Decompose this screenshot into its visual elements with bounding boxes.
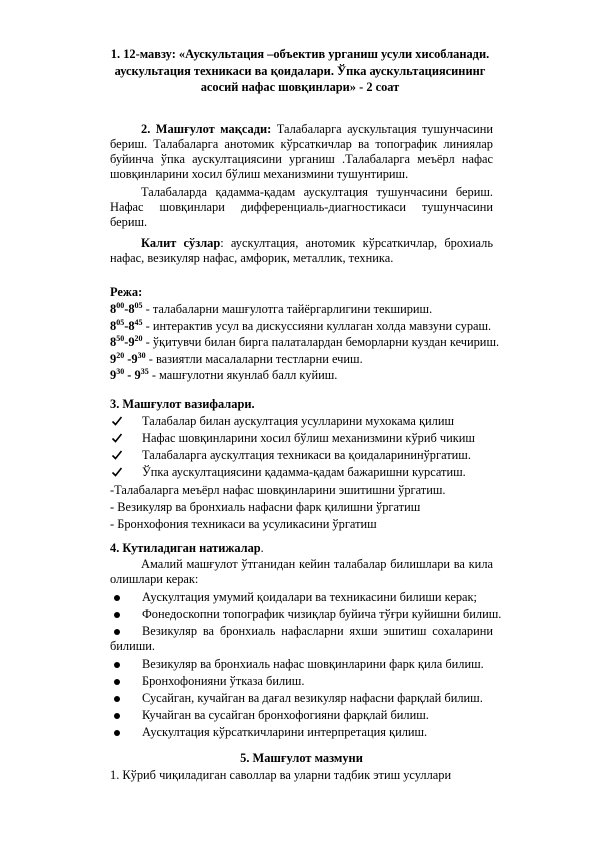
bullet-icon xyxy=(114,595,120,601)
plan-item xyxy=(110,368,337,383)
plan-time-start-hour: 9 xyxy=(110,351,117,366)
task-item: Ўпка аускултациясини қадамма-қадам бажаришни курсатиш. xyxy=(142,465,466,479)
plan-time-end-minutes: 35 xyxy=(140,367,149,376)
content-heading: 5. Машғулот мазмуни xyxy=(240,751,363,765)
checkmark-icon xyxy=(111,415,123,427)
plan-item xyxy=(110,335,499,350)
result-item: Везикуляр ва бронхиаль нафасларни яхши эшитиш сохаларини билиши. xyxy=(110,624,493,653)
result-item: Аускултация умумий қоидалари ва техникасини билиши керак; xyxy=(142,590,477,604)
plan-heading: Режа: xyxy=(110,285,143,299)
plan-item xyxy=(110,319,491,334)
plan-item xyxy=(110,302,432,317)
result-item: Аускултация кўрсаткичларини интерпретация қилиш. xyxy=(142,725,428,739)
goal-paragraph-1 xyxy=(110,122,493,182)
result-item: Бронхофонияни ўтказа билиш. xyxy=(142,674,305,688)
results-heading-text: 4. Кутиладиган натижалар xyxy=(110,541,261,555)
plan-item-text: - талабаларни машғулотга тайёргарлигини текшириш. xyxy=(142,302,433,316)
checkmark-icon xyxy=(111,432,123,444)
plan-time-start-hour: 8 xyxy=(110,335,117,349)
plan-time-end-hour: -9 xyxy=(124,335,135,349)
plan-time-start-hour: 8 xyxy=(110,302,117,316)
plan-time xyxy=(110,319,143,333)
plan-item-text: - ўқитувчи билан бирга палаталардан беморларни куздан кечириш. xyxy=(142,335,500,349)
task-item: Нафас шовқинларини хосил бўлиш механизмини кўриб чикиш xyxy=(142,431,475,445)
page-title: 1. 12-мавзу: «Аускультация –объектив урганиш усули хисобланади. аускультация техникаси ва қоидалари. Ўпка аускультациясининг асосий нафас шовқинлари» - 2 соат xyxy=(110,47,490,94)
goal-paragraph-2: Талабаларда қадамма-қадам аускултация тушунчасини бериш. Нафас шовқинлари дифференциаль-диагностикаси тушунчасини бериш. xyxy=(110,185,493,229)
task-dash-item: - Везикуляр ва бронхиаль нафасни фарк қилишни ўргатиш xyxy=(110,500,421,514)
result-item: Фонедоскопни топографик чизиқлар буйича тўғри куйишни билиш. xyxy=(142,607,502,621)
checkmark-icon xyxy=(111,449,123,461)
plan-time xyxy=(110,302,143,316)
plan-time-end-hour: -9 xyxy=(124,351,138,366)
bullet-icon xyxy=(114,679,120,685)
bullet-icon xyxy=(114,696,120,702)
keywords-label: Калит сўзлар xyxy=(141,236,221,250)
checkmark-icon xyxy=(111,466,123,478)
keywords-paragraph xyxy=(110,236,493,266)
plan-time xyxy=(110,335,143,349)
plan-time-start-minutes: 50 xyxy=(116,334,125,343)
task-dash-item: -Талабаларга меъёрл нафас шовқинларини эшитишни ўргатиш. xyxy=(110,483,446,497)
goal-text-1: Талабаларга аускультация тушунчасини бериш. Талабаларга анотомик кўрсаткичлар ва топографик линиялар буйинча ўпка аускултациясини урганиш .Талабаларга меъёрл нафас шовқинларини хосил бўлиш механизмини тушунтириш. xyxy=(110,122,493,181)
plan-time-start-minutes: 05 xyxy=(116,317,125,327)
bullet-icon xyxy=(114,713,120,719)
result-item: Кучайган ва сусайган бронхофогияни фарқлай билиш. xyxy=(142,708,429,722)
bullet-icon xyxy=(114,612,120,618)
result-item: Сусайган, кучайган ва дағал везикуляр нафасни фарқлай билиш. xyxy=(142,691,483,705)
task-item: Талабаларга аускултация техникаси ва қоидаларининўргатиш. xyxy=(142,448,471,462)
plan-time-end-minutes: 30 xyxy=(137,350,146,360)
tasks-heading: 3. Машғулот вазифалари. xyxy=(110,397,255,411)
result-item: Везикуляр ва бронхиаль нафас шовқинларини фарк қила билиш. xyxy=(142,657,484,671)
plan-time-start-hour: 8 xyxy=(110,318,117,333)
plan-time-end-hour: -8 xyxy=(124,302,135,316)
keywords-text: : аускултация, анотомик кўрсаткичлар, брохиаль нафас, везикуляр нафас, амфорик, металлик, техника. xyxy=(110,236,493,265)
plan-time-end-minutes: 05 xyxy=(134,301,143,310)
plan-time-end-hour: - 9 xyxy=(124,368,141,382)
plan-time-start-minutes: 30 xyxy=(116,367,125,376)
bullet-icon xyxy=(114,730,120,736)
plan-time-end-minutes: 45 xyxy=(134,317,143,327)
plan-time-start-minutes: 20 xyxy=(116,350,125,360)
plan-time-end-minutes: 20 xyxy=(134,334,143,343)
results-intro: Амалий машғулот ўтганидан кейин талабалар билишлари ва кила олишлари керак: xyxy=(110,557,493,586)
results-heading-period: . xyxy=(260,541,264,555)
plan-item-text: - вазиятли масалаларни тестларни ечиш. xyxy=(145,351,363,366)
plan-time-end-hour: -8 xyxy=(124,318,135,333)
goal-label: 2. Машғулот мақсади: xyxy=(141,122,272,136)
plan-time xyxy=(110,368,149,382)
plan-time xyxy=(110,352,146,366)
plan-item-text: - машғулотни якунлаб балл куйиш. xyxy=(148,368,338,382)
results-heading xyxy=(110,541,264,556)
task-dash-item: - Бронхофония техникаси ва усуликасини ўргатиш xyxy=(110,517,377,531)
task-item: Талабалар билан аускултация усулларини мухокама қилиш xyxy=(142,414,455,428)
plan-item-text: - интерактив усул ва дискуссияни куллаган холда мавзуни сураш. xyxy=(142,318,492,333)
plan-time-start-hour: 9 xyxy=(110,368,117,382)
content-item-1: 1. Кўриб чиқиладиган саволлар ва уларни тадбик этиш усуллари xyxy=(110,768,452,782)
plan-time-start-minutes: 00 xyxy=(116,301,125,310)
bullet-icon xyxy=(114,662,120,668)
plan-item xyxy=(110,352,363,367)
